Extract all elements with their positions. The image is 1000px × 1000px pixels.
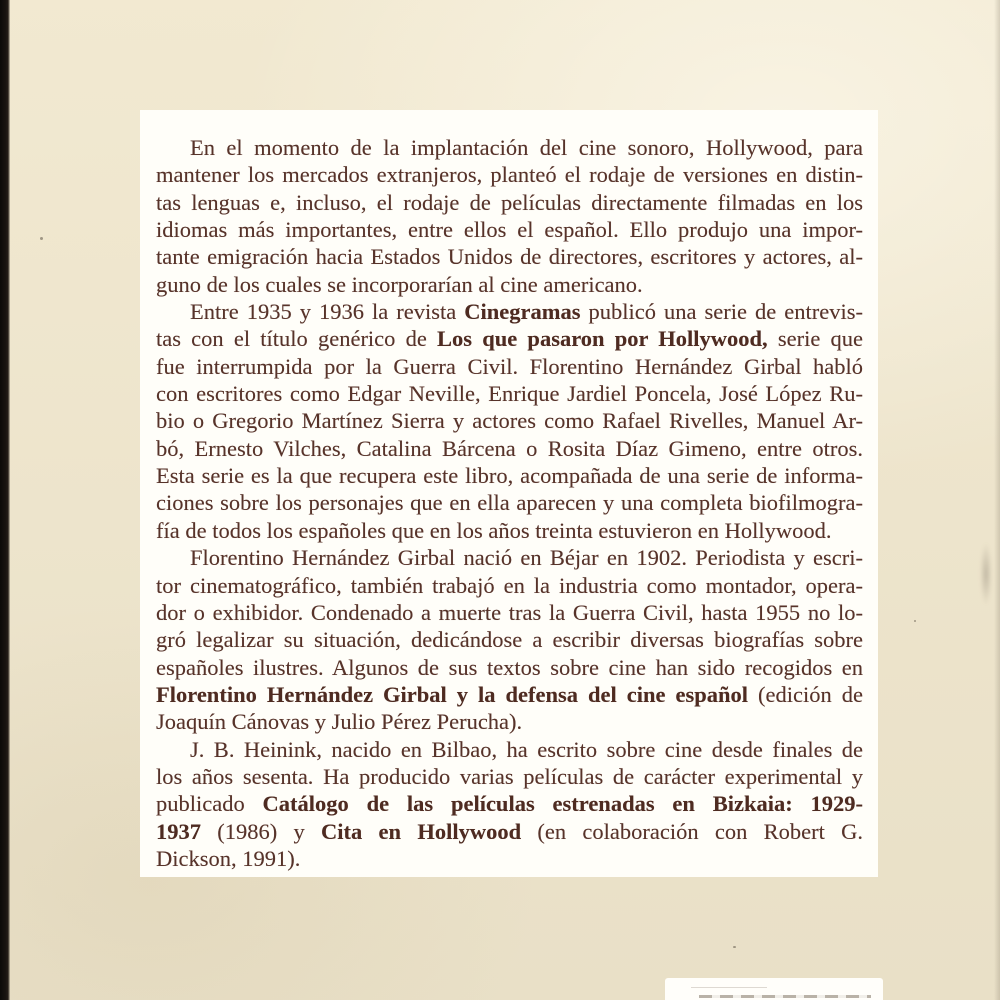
text-line (156, 189, 863, 216)
text-line (156, 790, 863, 817)
text-line (156, 216, 863, 243)
text-segment: J. B. Heinink, nacido en Bilbao, ha escrito sobre cine desde finales de (190, 736, 863, 762)
text-segment: los años sesenta. Ha producido varias películas de carácter experimental y (156, 763, 863, 789)
text-segment: gró legalizar su situación, dedicándose a escribir diversas biografías sobre (156, 627, 863, 653)
text-segment: Esta serie es la que recupera este libro, acompañada de una serie de informa- (156, 463, 863, 489)
text-line (156, 654, 863, 681)
text-segment: ciones sobre los personajes que en ella aparecen y una completa biofilmogra- (156, 490, 863, 516)
text-line (156, 818, 863, 845)
paragraph (156, 544, 863, 735)
paragraph (156, 134, 863, 298)
text-segment: con escritores como Edgar Neville, Enrique Jardiel Poncela, José López Ru- (156, 381, 863, 407)
text-line (156, 517, 863, 544)
text-line (156, 298, 863, 325)
paragraph (156, 298, 863, 544)
barcode-panel (665, 978, 883, 1000)
text-line (156, 763, 863, 790)
text-line (156, 544, 863, 571)
text-segment: tor cinematográfico, también trabajó en la industria como montador, opera- (156, 572, 863, 598)
paper-smudge (980, 543, 992, 605)
text-segment: tante emigración hacia Estados Unidos de directores, escritores y actores, al- (156, 244, 863, 270)
bold-text-segment: 1937 (156, 818, 201, 844)
text-segment: fía de todos los españoles que en los años treinta estuvieron en Hollywood. (156, 517, 832, 543)
text-line (156, 708, 863, 735)
bold-text-segment: Los que pasaron por Hollywood, (437, 326, 768, 352)
text-line (156, 736, 863, 763)
text-line (156, 325, 863, 352)
text-line (156, 271, 863, 298)
bold-text-segment: Catálogo de las películas estrenadas en Bizkaia: 1929- (262, 791, 863, 817)
barcode-faint-line (691, 987, 767, 988)
text-segment: (en colaboración con Robert G. (521, 818, 863, 844)
text-line (156, 599, 863, 626)
text-segment: bó, Ernesto Vilches, Catalina Bárcena o Rosita Díaz Gimeno, entre otros. (156, 435, 863, 461)
text-segment: Entre 1935 y 1936 la revista (190, 299, 465, 325)
text-segment: publicado (156, 791, 263, 817)
barcode-top-edge (699, 995, 871, 998)
bold-text-segment: Cita en Hollywood (321, 818, 522, 844)
text-segment: En el momento de la implantación del cine sonoro, Hollywood, para (190, 135, 863, 160)
bold-text-segment: Florentino Hernández Girbal y la defensa del cine español (156, 681, 749, 707)
text-line (156, 161, 863, 188)
text-line (156, 489, 863, 516)
text-segment: Florentino Hernández Girbal nació en Béjar en 1902. Periodista y escri- (190, 545, 863, 571)
text-line (156, 380, 863, 407)
text-segment: españoles ilustres. Algunos de sus textos sobre cine han sido recogidos en (156, 654, 863, 680)
text-segment: mantener los mercados extranjeros, planteó el rodaje de versiones en distin- (156, 162, 863, 188)
dust-speck (40, 237, 43, 240)
text-segment: idiomas más importantes, entre ellos el español. Ello produjo una impor- (156, 217, 863, 243)
text-segment: tas lenguas e, incluso, el rodaje de películas directamente filmadas en los (156, 189, 863, 215)
bold-text-segment: Cinegramas (464, 299, 581, 325)
text-line (156, 353, 863, 380)
text-line (156, 845, 863, 872)
page-right-edge-shading (994, 0, 1000, 1000)
dust-speck (914, 620, 916, 622)
text-line (156, 243, 863, 270)
text-segment: fue interrumpida por la Guerra Civil. Florentino Hernández Girbal habló (156, 353, 863, 379)
text-segment: serie que (767, 326, 863, 352)
text-segment: (edición de (748, 681, 863, 707)
text-segment: dor o exhibidor. Condenado a muerte tras la Guerra Civil, hasta 1955 no lo- (156, 599, 863, 625)
spine-black-edge (0, 0, 10, 1000)
text-segment: Dickson, 1991). (156, 845, 301, 871)
text-segment: tas con el título genérico de (156, 326, 438, 352)
dust-speck (733, 946, 736, 948)
text-line (156, 134, 863, 161)
text-line (156, 572, 863, 599)
text-line (156, 681, 863, 708)
text-segment: bio o Gregorio Martínez Sierra y actores como Rafael Rivelles, Manuel Ar- (156, 408, 863, 434)
paragraph (156, 736, 863, 873)
text-segment: (1986) y (201, 818, 322, 844)
text-line (156, 407, 863, 434)
text-segment: Joaquín Cánovas y Julio Pérez Perucha). (156, 709, 523, 735)
text-line (156, 435, 863, 462)
text-block (156, 134, 863, 872)
text-line (156, 626, 863, 653)
text-segment: publicó una serie de entrevis- (580, 299, 863, 325)
text-segment: guno de los cuales se incorporarían al cine americano. (156, 271, 643, 297)
text-line (156, 462, 863, 489)
text-panel (140, 110, 878, 877)
